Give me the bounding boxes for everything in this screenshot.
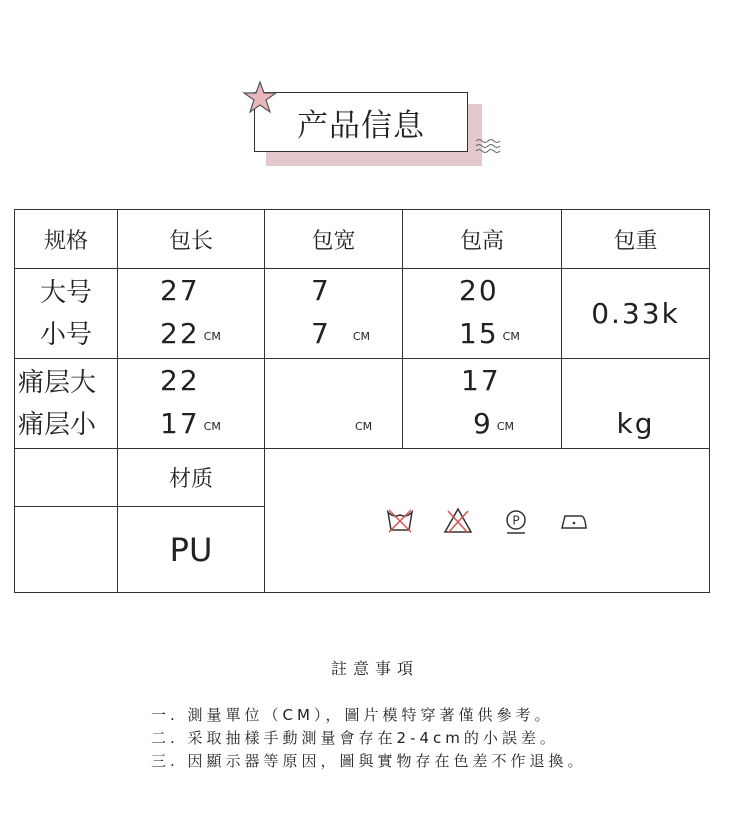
iron-icon <box>559 506 589 536</box>
height-large: 20 <box>459 274 499 307</box>
dry-clean-p-icon <box>501 506 531 536</box>
unit-label: CM <box>355 420 373 433</box>
height-painful-small: 9 <box>473 407 493 440</box>
svg-text:P: P <box>512 513 520 527</box>
width-large: 7 <box>311 274 331 307</box>
care-icons <box>265 506 709 536</box>
note-line-2: 二. 采取抽樣手動測量會存在2-4cm的小誤差。 <box>151 729 559 747</box>
size-painful-small-label: 痛层小 <box>18 409 97 440</box>
care-icons-cell <box>265 449 710 593</box>
width-small: 7 <box>311 317 331 350</box>
empty-cell-a <box>15 449 118 507</box>
spec-table <box>14 209 710 593</box>
length-small: 22 <box>160 317 200 350</box>
size-large-label: 大号 <box>39 277 92 308</box>
title-box <box>254 92 468 152</box>
width-normal <box>265 269 403 359</box>
length-large: 27 <box>160 274 200 307</box>
title-badge <box>240 78 510 178</box>
height-painful-large: 17 <box>461 364 501 397</box>
unit-label: CM <box>203 420 221 433</box>
weight-painful: kg <box>562 359 710 449</box>
height-normal <box>403 269 562 359</box>
header-height: 包高 <box>403 210 562 269</box>
material-label: 材质 <box>118 449 265 507</box>
weight-normal: 0.33k <box>562 269 710 359</box>
size-names-normal <box>15 269 118 359</box>
unit-label: CM <box>352 330 370 343</box>
no-wash-icon <box>385 506 415 536</box>
size-painful-large-label: 痛层大 <box>18 367 97 398</box>
note-line-3: 三. 因顯示器等原因，圖與實物存在色差不作退換。 <box>151 752 587 770</box>
width-painful <box>265 359 403 449</box>
no-bleach-icon <box>443 506 473 536</box>
height-small: 15 <box>459 317 499 350</box>
unit-label: CM <box>203 330 221 343</box>
size-small-label: 小号 <box>39 319 92 350</box>
length-painful-small: 17 <box>160 407 200 440</box>
header-weight: 包重 <box>562 210 710 269</box>
notes-list <box>151 704 587 773</box>
length-painful <box>118 359 265 449</box>
material-value: PU <box>118 507 265 593</box>
height-painful <box>403 359 562 449</box>
page-title: 产品信息 <box>297 107 425 144</box>
wave-icon <box>474 136 502 156</box>
header-length: 包长 <box>118 210 265 269</box>
note-line-1: 一. 測量單位（CM），圖片模特穿著僅供參考。 <box>151 706 554 724</box>
header-width: 包宽 <box>265 210 403 269</box>
header-spec: 规格 <box>15 210 118 269</box>
length-painful-large: 22 <box>160 364 200 397</box>
star-icon <box>240 78 280 118</box>
size-names-painful <box>15 359 118 449</box>
empty-cell-b <box>15 507 118 593</box>
notes-title: 註意事項 <box>330 659 419 678</box>
unit-label: CM <box>502 330 520 343</box>
unit-label: CM <box>496 420 514 433</box>
length-normal <box>118 269 265 359</box>
